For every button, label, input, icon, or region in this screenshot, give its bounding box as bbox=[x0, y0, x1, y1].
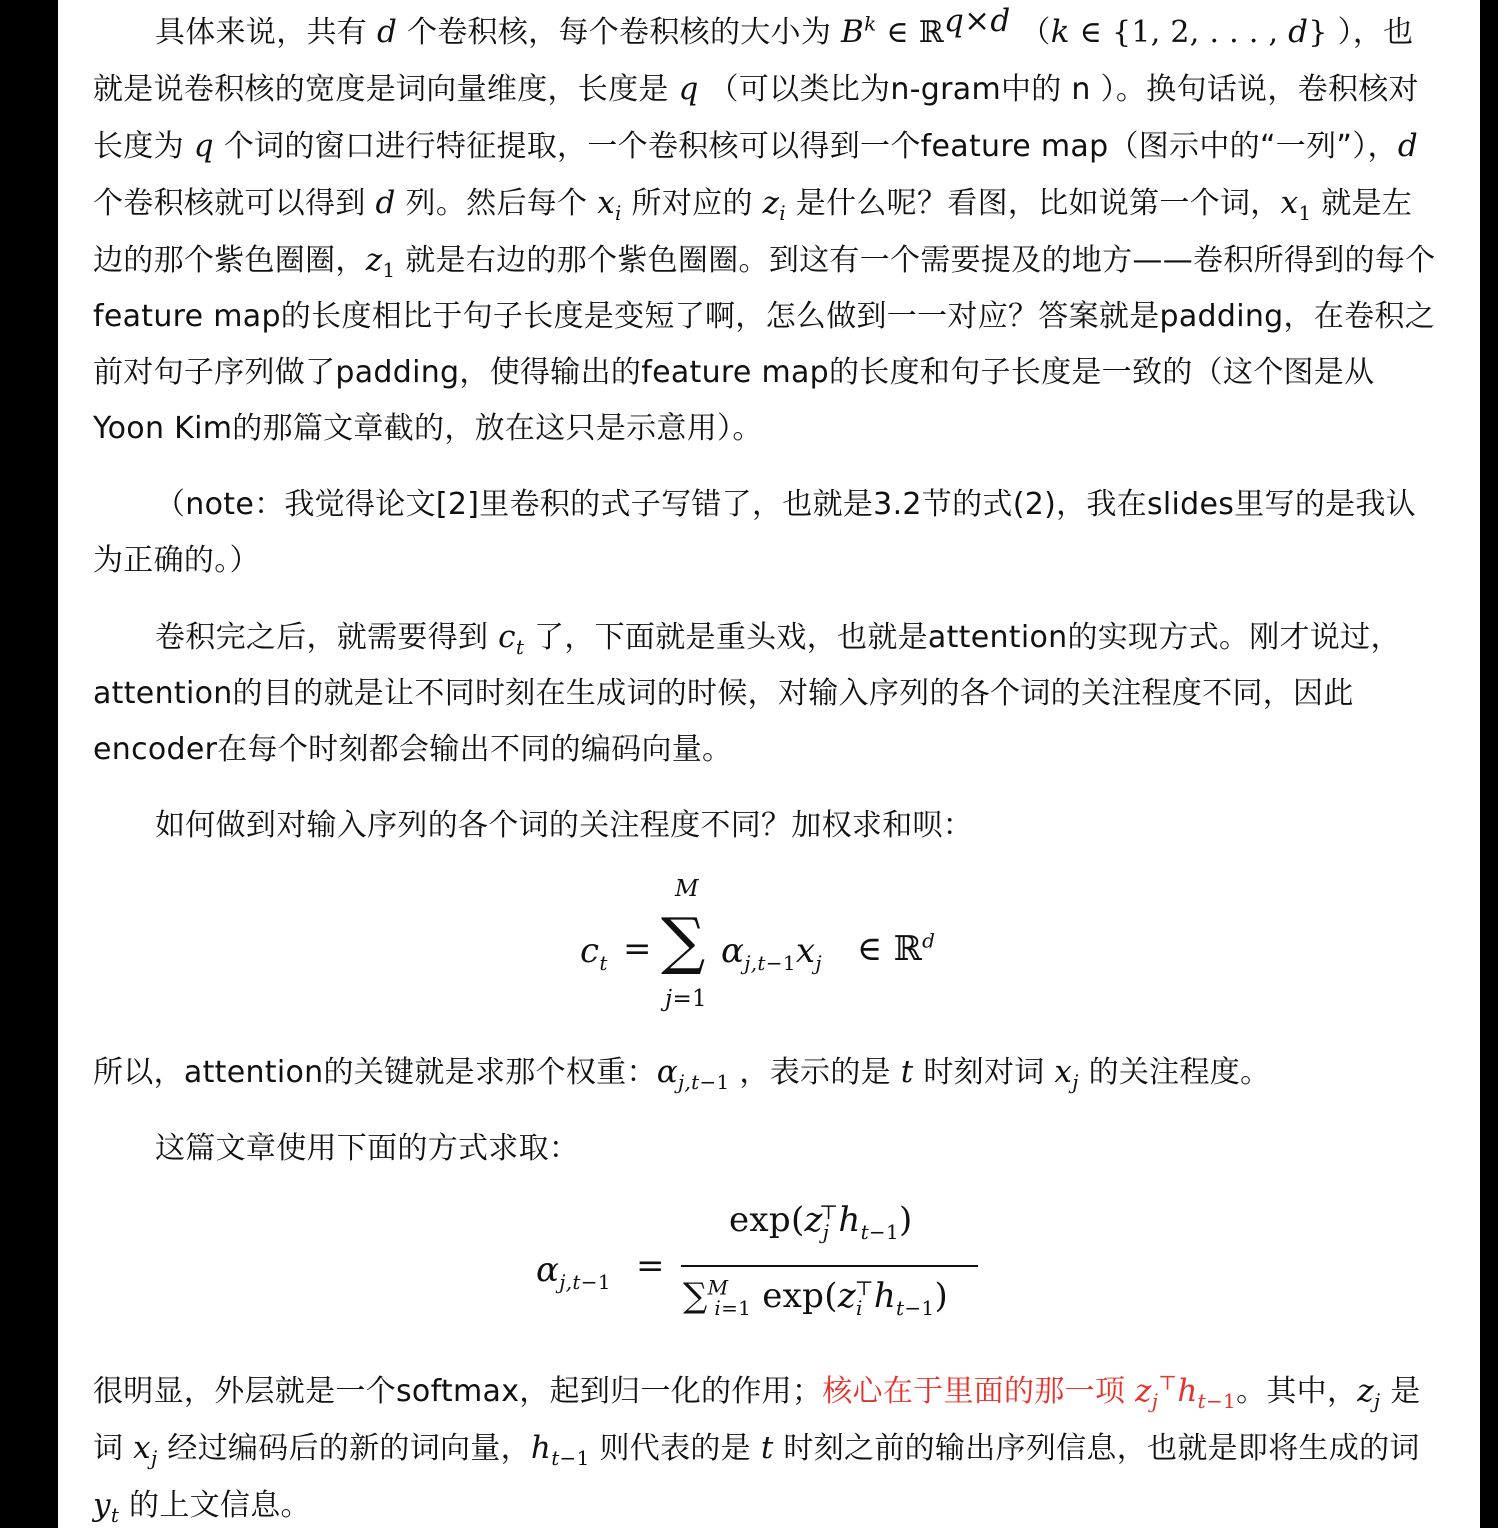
paragraph-weighted-sum: 如何做到对输入序列的各个词的关注程度不同？加权求和呗： bbox=[155, 808, 974, 843]
document-page bbox=[58, 0, 1480, 1528]
paragraph-attention-key: 所以，attention的关键就是求那个权重：$\alpha_{j,t-1}$ ，表示的是 t 时刻对词 $x_j$ 的关注程度。 bbox=[93, 1054, 1271, 1095]
equation-context-vector: $c_t$ = M ∑ j=1 $\alpha_{j,t-1}x_j$ ∈ ℝ$^d$ bbox=[580, 876, 936, 1012]
paragraph-conv-kernels: 具体来说，共有 d 个卷积核，每个卷积核的大小为 $B^k$ ∈ ℝ$^{q\times d}$ （k ∈ {1, 2, . . . , d} ），也就是说卷积核的宽度是词向量维度，长度是 q （可以类比为n-gram中的 n ）。换句话说，卷积核对长度为 q 个词的窗口进行特征提取，一个卷积核可以得到一个feature map（图示中的“一列”），d 个卷积核就可以得到 d 列。然后每个 $x_i$ 所对应的 $z_i$ 是什么呢？看图，比如说第一个词，$x_1$ 就是左边的那个紫色圈圈，$z_1$ 就是右边的那个紫色圈圈。到这有一个需要提及的地方——卷积所得到的每个feature map的长度相比于句子长度是变短了啊，怎么做到一一对应？答案就是padding，在卷积之前对句子序列做了padding，使得输出的feature map的长度和句子长度是一致的（这个图是从Yoon Kim的那篇文章截的，放在这只是示意用）。 bbox=[93, 3, 1436, 446]
paragraph-note: （note：我觉得论文[2]里卷积的式子写错了，也就是3.2节的式(2)，我在slides里写的是我认为正确的。） bbox=[93, 487, 1417, 578]
paragraph-attention-intro: 卷积完之后，就需要得到 $c_t$ 了，下面就是重头戏，也就是attention的实现方式。刚才说过，attention的目的就是让不同时刻在生成词的时候，对输入序列的各个词的关注程度不同，因此encoder在每个时刻都会输出不同的编码向量。 bbox=[93, 619, 1401, 767]
paragraph-method: 这篇文章使用下面的方式求取： bbox=[155, 1131, 580, 1166]
paragraph-softmax: 很明显，外层就是一个softmax，起到归一化的作用；核心在于里面的那一项 $z_j^⊤h_{t-1}$。其中，$z_j$ 是词 $x_j$ 经过编码后的新的词向量，$h_{t-1}$ 则代表的是 t 时刻之前的输出序列信息，也就是即将生成的词 $y_t$ 的上文信息。 bbox=[93, 1370, 1421, 1528]
equation-attention-weight: $\alpha_{j,t-1}$ = $\exp(z_j^⊤h_{t-1})$ ∑$^M_{i=1}$ $\exp(z_i^⊤h_{t-1})$ bbox=[93, 1193, 1438, 1343]
highlight-core-term: 核心在于里面的那一项 $z_j^⊤h_{t-1}$ bbox=[822, 1370, 1237, 1414]
article-body bbox=[93, 4, 1438, 1528]
